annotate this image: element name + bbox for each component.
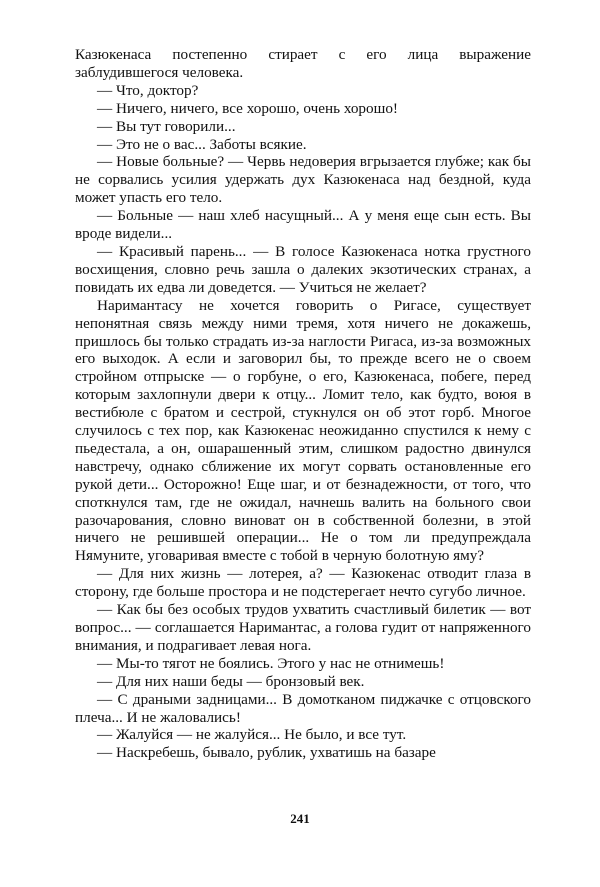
paragraph-continued: Казюкенаса постепенно стирает с его лица выражение заблудившегося человека. [75,46,531,81]
paragraph: — Наскребешь, бывало, рублик, ухватишь на базаре [97,744,436,762]
paragraph: — Красивый парень... — В голосе Казюкенаса нотка грустного восхищения, словно речь зашла о далеких экзотических странах, а повидать их едва ли доведется. — Учиться не желает? [75,242,531,296]
paragraph: — С драными задницами... В домотканом пиджачке с отцовского плеча... И не жаловались! [75,690,531,726]
paragraph: — Ничего, ничего, все хорошо, очень хорошо! [97,99,398,117]
page-text-block [75,46,531,762]
paragraph: Наримантасу не хочется говорить о Ригасе, существует непонятная связь между ними тремя, хотя ничего не докажешь, пришлось бы только страдать из-за наглости Ригаса, из-за возможных его выходок. А если и заговорил бы, то прежде всего не о своем стройном отпрыске — о горбуне, о его, Казюкенаса, побеге, перед которым захлопнули двери к отцу... Ломит тело, как будто, воюя в вестибюле с братом и сестрой, стукнулся он об этот горб. Многое случилось с тех пор, как Казюкенас неожиданно спустился к нему с пьедестала, а он, ошарашенный этим, слишком радостно двинулся навстречу, однако сближение их могут сорвать остановленные его рукой дети... Осторожно! Еще шаг, и от безнадежности, от того, что споткнулся там, где не ожидал, начнешь валить на больного свои разочарования, словно виноват он в собственной болезни, в этой ничего не решившей операции... Не о том ли предупреждала Нямуните, уговаривая вместе с тобой в черную болотную яму? [75,296,531,565]
page-number: 241 [290,811,310,826]
paragraph: — Что, доктор? [97,81,199,99]
paragraph: — Новые больные? — Червь недоверия вгрызается глубже; как бы не сорвались усилия удержать дух Казюкенаса над бездной, куда может упасть его тело. [75,153,531,207]
paragraph: — Мы-то тягот не боялись. Этого у нас не отнимешь! [97,654,445,672]
paragraph: — Вы тут говорили... [97,117,236,135]
paragraph: — Для них наши беды — бронзовый век. [97,672,365,690]
paragraph: — Больные — наш хлеб насущный... А у меня еще сын есть. Вы вроде видели... [75,207,531,243]
paragraph: — Это не о вас... Заботы всякие. [97,135,307,153]
paragraph: — Для них жизнь — лотерея, а? — Казюкенас отводит глаза в сторону, где больше простора и не подстерегает нечто сугубо личное. [75,565,531,601]
paragraph: — Жалуйся — не жалуйся... Не было, и все тут. [97,726,407,744]
paragraph: — Как бы без особых трудов ухватить счастливый билетик — вот вопрос... — соглашается Наримантас, а голова гудит от напряженного внимания, и подрагивает левая нога. [75,601,531,654]
